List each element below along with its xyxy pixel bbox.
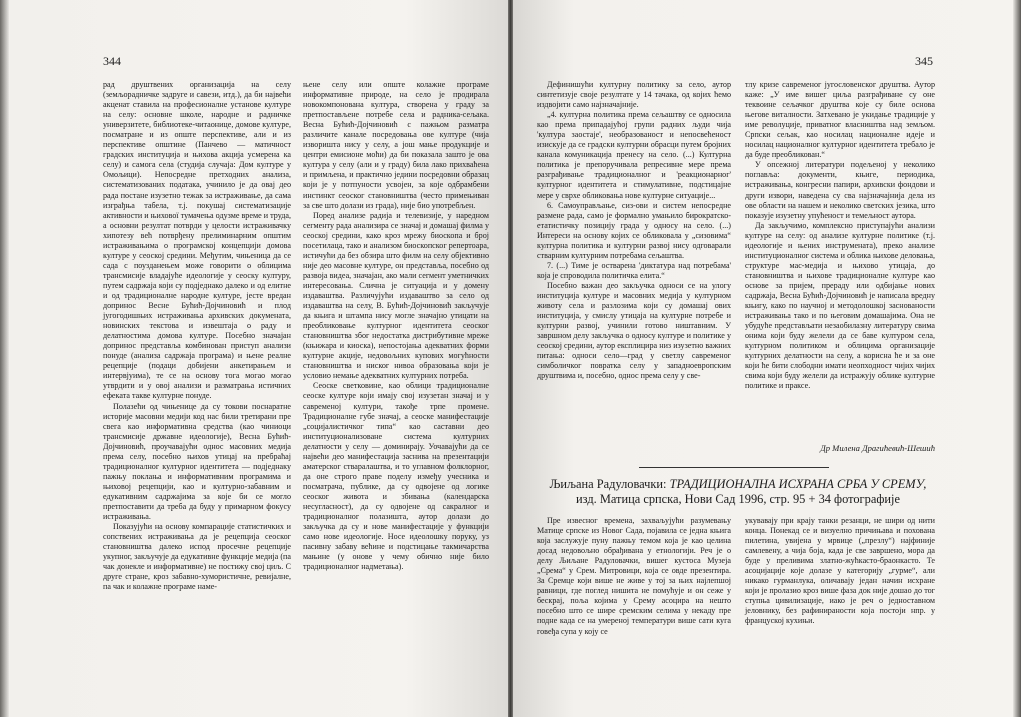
paragraph: Пре извесног времена, захваљујући разумевању Матице српске из Новог Сада, појавила се једна књига која заслужује пуну пажњу темом која је као целина досад недовољно обрађивана у етнологији. Реч је о делу Љиљане Радуловачки, вишег кустоса Музеја „Срема“ у Срем. Митровици, која се овде презентира. За Сремце који више не живе у тој за њих најлепшој равници, где поглед нишита не помућује и он сеже у бескрај, поља којима у Срему асоцира на нешто посебно што се шире сремским селима у некаду пре подне када се на умереној температури више сати куга говеђа супа у коју се [537, 516, 731, 636]
paragraph: њене селу или опште колажне програме информативне природе, на село је продирала новокомпонована култура, створена у граду за претпостављене потребе села и радника-сељака. Весна Бућић-Дојчиновић с пажњом разматра различите канале посредовања ове културе (чија изворишта нису у селу, а још мање продукције и центри емисионе моћи) да би показала зашто је ова култура у селу (али и у граду) била лако прихваћена и примљена, и практично једини посредовни образац који је у потпуности усвојен, за које одбрамбени инстинкт сеоског становништва (често примењиван за све што долази из града), није био употребљен. [303, 80, 489, 210]
section-divider [639, 467, 829, 468]
paragraph: Показујући на основу компарације статистичких и сопствених истраживања да је рецепција сеоског становништва далеко испод просечне рецепције укупног, закључује да едукативне функције медија (па чак донекле и информативне) не постижу свој циљ. С друге стране, кроз забавно-хумористичне, ревијалне, па чак и колажне програме наме- [103, 522, 291, 592]
right-column-3 [537, 516, 731, 706]
review-author: Љиљана Радуловачки: [549, 477, 667, 491]
paragraph: „4. културна политика према сељаштву се односила као према припадајућој групи радних људи чија 'култура заостаје', необразованост и непосвећеност изискује да се градски културни обрасци путем бројних канала комуникација пренесу на село. (...) Културна политика је препоручивала репресивне мере према разграђивање традиционалног и 'реакционарног' културног идентитета и стимулативне, подстицајне мере у сврхе обликовања нове културне ситуације... [537, 110, 731, 200]
page-number-right: 345 [915, 54, 933, 68]
book-edge-right [1013, 0, 1021, 717]
paragraph: Дефинишући културну политику за село, аутор синтетизује своје резултате у 14 тачака, од којих ћемо издвојити само најзначајније. [537, 80, 731, 110]
paragraph: рад друштвених организација на селу (земљорадничке задруге и савези, итд.), да би највећи акценат ставила на професионалне установе културе на селу: основне школе, народне и радничке универзитете, библиотеке-читаонице, домове културе, посматране и из опште перспективе, али и из перспективе општине (Панчево — матичност градских институција и њихова акција усмерена ка селу) и самога села (студија случаја: Дом културе у Омољици). Непосредне претходних анализа, систематизованих података, учинило је да овај део рада постане изузетно тежак за истраживање, да сама изграђња табела, т.ј. покушај систематизације активности и њихової тумачења одузме време и труда, а основни резултат потврди у целости истраживачку хипотезу већ потврђену прелиминарним општим истраживањима о програмској концепцији домова културе у сеоској средини. Међутим, чињеница да се сада с поузданењем може говорити о облицима трансмисије владајуће идеологије у сеоску културу, путем садржаја који су подједнако далеко и од елитне и од традиционалне народне културе, јесте вредан допринос Весне Бућић-Дојчиновић и плод југогодишњих истраживања архивских докумената, новинских текстова и извештаја о раду и делатностима домова културе. Посебно значајан допринос представља комбинован приступ анализи понуде (анализа садржаја програма) и њене реалне рецепције (подаци добијени анкетирањем и интервјуима), те се на основу тога могао могао утврдити и у овој анализи и разматрања истичних ефеката такве културне понуде. [103, 80, 291, 401]
right-column-2 [745, 80, 935, 470]
left-column-1 [103, 80, 291, 690]
page-number-left: 344 [103, 54, 121, 68]
review-book-title: ТРАДИЦИОНАЛНА ИСХРАНА СРБА У СРЕМУ, [669, 477, 927, 491]
right-column-1 [537, 80, 731, 460]
paragraph: укувавају при крају танки резанци, не шири од нити конца. Понекад се и визуелно причињава и похована пилетина, увијена у мрвице („презлу“) најфиније самлевену, а чија боја, када је све завршено, мора да буде у преливима златно-жућкасто-браонкасто. Те асоцијације које долазе у категорију „гурме“, али никако гурманлука, оличавају један начин исхране који је пролазио кроз више фаза док није дошао до тог ступња цивилизације, иако је реч о једноставном јеловнику, без рафинираности која постоји нпр. у француској кухињи. [745, 516, 935, 626]
paragraph: Да закључимо, комплексно приступајући анализи културе на селу: од анализе културне политике (т.ј. идеологије и њених инструмената), преко анализе институционалног система и облика њихове деловања, структуре мас-медија и њихово утицаја, до становништва и њихове традиционалне културе као основе за пријем, прераду или одбијање нових садржаја, Весна Бућић-Дојчиновић је написала вредну књигу, како по научној и методолошкој заснованости истраживања тако и по његовим домашајима. Она не убудуће представљати незаобилазну литературу свима онима који буду желели да се баве културом села, културном политиком и облицима организације културних делатности на селу, а корисна ће и за оне који ће бити слободни имати неопходност чијих чијих свима који буду желели да истражују облике културне политике и праксе. [745, 220, 935, 391]
paragraph: Полазећи од чињенице да су токови поснаратне историје масовни медији код нас били третирани пре свега као информативна средства (као чиниоци трансмисије државне идеологије), Весна Бућић-Дојчиновић, проучавајући однос масовних медија према селу, посебно њихов утицај на пребраћај традиционалног културног идентитета — подједнаку пажњу поклања и информативним програмима и њиховој рецепцији, као и културно-забавним и едукативним садржајима за које би се могло претпоставити да треба да буду у примарном фокусу истраживања. [103, 401, 291, 522]
paragraph: Посебно важан део закључка односи се на улогу институција културе и масовних медија у културном животу села и разлозима који су домашај ових институција, у смислу утицаја на културне потребе и културни развој, учинили готово ништавним. У завршном делу закључка о односу културе и политике у сеоској средини, аутор експлицира низ изузетно важних питања: односи село—град у светлу савременог симболичког повратка селу у западноевропским друштвима и, посебно, однос према селу у све- [537, 280, 731, 381]
left-column-2 [303, 80, 489, 690]
paragraph: тлу кризе савременог југословенског друштва. Аутор каже: „У име вишег циља разграђиване су оне теквоине сељачког друштва које су биле основа његове виталности. Затхевано је укидање традиције у име револуције, приватног власништва над земљом. Српски сељак, као носилац националне идеје и носилац националног културног идентитета требало је да буде преобликован.“ [745, 80, 935, 160]
book-edge-left [0, 0, 9, 717]
review-heading [539, 477, 937, 507]
right-column-4 [745, 516, 935, 706]
paragraph: Поред анализе радија и телевизије, у наредном сегменту рада анализира се значај и домашај филма у сеоској средини, како кроз мрежу биоскопа и број посетилаца, тако и анализом биоскопског репертоара, истичући да без обзира што филм на селу објективно није део масовне културе, он представља, посебно од развоја видеа, значајан, ако мали сегмент уметничких интересовања. Слична је ситуација и у домену издаваштва. Различујући издаваштво за село од издаваштва на селу, В. Бућић-Дојчиновић закључује да књига и штампа нису могле значајно утицати на преобликовање културног идентитета сеоског становништва због недостатка дистрибутивне мреже (књижара и киоска), непостојања адекватних форми културне акције, недовољних купових могућности становништва и ниског нивоа образовања који је условио немање адекватних културних потреба. [303, 210, 489, 381]
paragraph: Сеоске светковине, као облици традиционалне сеоске културе који имају свој изузетан значај и у савременој култури, такође трпе промене. Традиционалне губе значај, а сеоске манифестације „социјалистичког типа“ као саставни део институционализоване система културних делатности у селу — доминирају. Уочавајући да се највећи део манифестација заснива на презентацији аматерског стваралаштва, и то углавном фолклорног, да оне строго праве поделу између учесника и посматрача, публике, да су одвојене од логике сеоског живота и збивања (календарска несугласност), да су одвојене од сакралног и традиционалног полазишта, аутор долази до закључка да су и нове манифестације у функцији само нове идеологије. Носе идеолошку поруку, уз пасивну забаву већине и подстицање такмичарства мањине (у онове у чему обично није било традиционалног надметања). [303, 381, 489, 572]
review-imprint: изд. Матица српска, Нови Сад 1996, стр. 95 + 34 фотографије [576, 492, 900, 506]
right-page [513, 0, 1021, 717]
paragraph: 6. Самоуправљање, сиз-ови и систем непосредне размене рада, само је формално умањило бирократско-етатистичку позицију града у односу на село. (...) Интереси на основу којих се обликовала у „сизовима“ културна политика и културни развој нису одговарали стварним културним потребама сељаштва. [537, 200, 731, 260]
review-signature: Др Милена Драгићевић-Шешић [820, 443, 935, 453]
paragraph: У опсежној литератури подељеној у неколико поглавља: документи, књиге, периодика, истраживања, конгресни папири, архивски фондови и други извори, наведена су сва најзначајнија дела из ове области на нашем и неколико светских језика, што показује изузетну упућеност и темељност аутора. [745, 160, 935, 220]
left-page [0, 0, 508, 717]
paragraph: 7. (...) Тиме је остварена 'диктатура над потребама' која је спроводила политичка елита.“ [537, 260, 731, 280]
